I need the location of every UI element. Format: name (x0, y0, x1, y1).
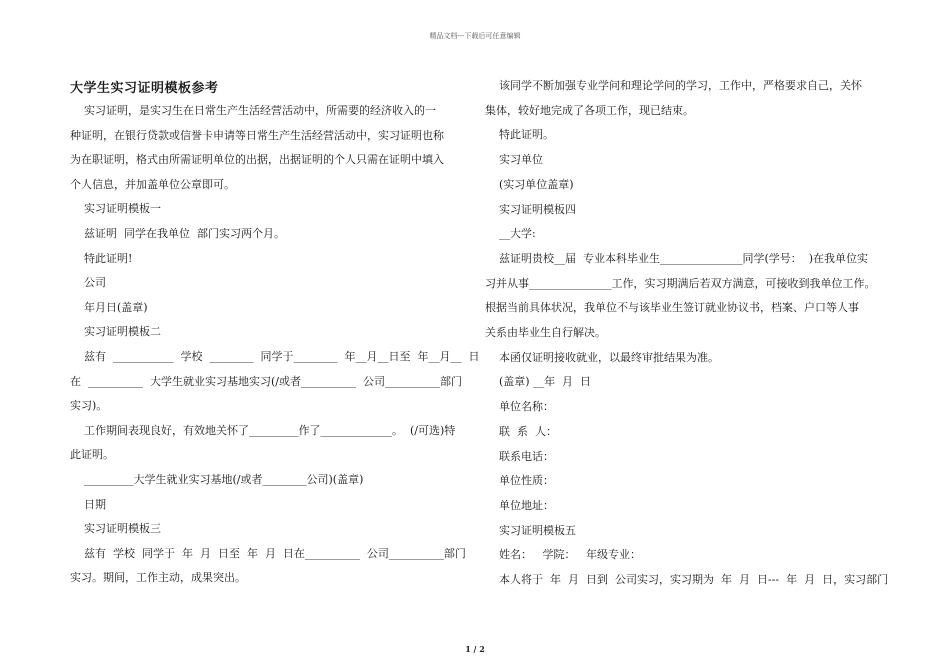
text-line: 联系电话： (485, 449, 554, 463)
text-line: 年月日(盖章) (70, 300, 148, 314)
text-line: 兹证明贵校__届 专业本科毕业生_______________同学(学号： )在我单位实 (485, 251, 869, 265)
text-line: 单位地址： (485, 498, 554, 512)
text-line: 集体，较好地完成了各项工作，现已结束。 (485, 103, 694, 117)
text-line: 公司 (70, 276, 106, 290)
document-title: 大学生实习证明模板参考 (70, 81, 219, 96)
text-line: 种证明，在银行贷款或信誉卡申请等日常生产生活经营活动中，实习证明也称 (70, 128, 444, 142)
text-line: 工作期间表现良好，有效地关怀了_________作了_____________。 (/可选)特 (70, 423, 456, 437)
text-line: 实习证明，是实习生在日常生产生活经营活动中，所需要的经济收入的一 (70, 104, 436, 117)
text-line: 特此证明! (70, 251, 133, 265)
text-line: 为在职证明，格式由所需证明单位的出据，出据证明的个人只需在证明中填入 (70, 153, 444, 167)
text-line: 习并从事_______________工作，实习期满后若双方满意，可接收到我单位工作。 (485, 276, 876, 290)
text-line: 实习证明模板四 (485, 202, 576, 216)
text-line: 联 系 人： (485, 424, 557, 438)
text-line: 该同学不断加强专业学问和理论学问的学习，工作中，严格要求自己，关怀 (485, 79, 862, 92)
text-line: 兹有 ___________ 学校 ________ 同学于________ 年__月__日至 年__月__ 日 (70, 350, 480, 363)
text-line: 姓名： 学院： 年级专业： (485, 548, 641, 562)
text-line: __大学: (485, 227, 536, 241)
text-line: 实习单位 (485, 153, 543, 167)
text-line: 此证明。 (70, 448, 114, 462)
text-line: 兹证明 同学在我单位 部门实习两个月。 (70, 227, 285, 240)
text-line: 兹有 学校 同学于 年 月 日至 年 月 日在__________ 公司__________部门 (70, 546, 466, 560)
text-line: 实习证明模板二 (70, 325, 161, 339)
text-line: _________大学生就业实习基地(/或者________公司)(盖章) (70, 473, 364, 486)
text-line: 特此证明。 (485, 128, 554, 142)
text-line: 关系由毕业生自行解决。 (485, 326, 606, 339)
text-line: 日期 (70, 497, 106, 511)
text-line: 单位性质： (485, 474, 554, 488)
text-line: 实习证明模板五 (485, 523, 576, 537)
text-line: 实习证明模板一 (70, 202, 161, 216)
text-line: 根据当前具体状况，我单位不与该毕业生签订就业协议书，档案、户口等人事 (485, 301, 859, 315)
text-line: 实习证明模板三 (70, 522, 161, 536)
text-line: 实习。期间，工作主动，成果突出。 (70, 571, 246, 585)
text-line: 单位名称： (485, 400, 554, 414)
text-line: 个人信息，并加盖单位公章即可。 (70, 177, 235, 191)
text-line: 本函仅证明接收就业，以最终审批结果为准。 (485, 350, 719, 364)
text-line: (盖章) __年 月 日 (485, 375, 592, 389)
text-line: (实习单位盖章) (485, 177, 574, 191)
text-line: 本人将于 年 月 日到 公司实习，实习期为 年 月 日--- 年 月 日，实习部门 (485, 573, 889, 586)
page-number: 1 / 2 (465, 644, 485, 654)
text-line: 实习)。 (70, 399, 108, 413)
text-line: 在 __________ 大学生就业实习基地实习(/或者__________ 公司__________部门 (70, 374, 462, 388)
page-header: 精品文档---下载后可任意编辑 (429, 32, 521, 40)
